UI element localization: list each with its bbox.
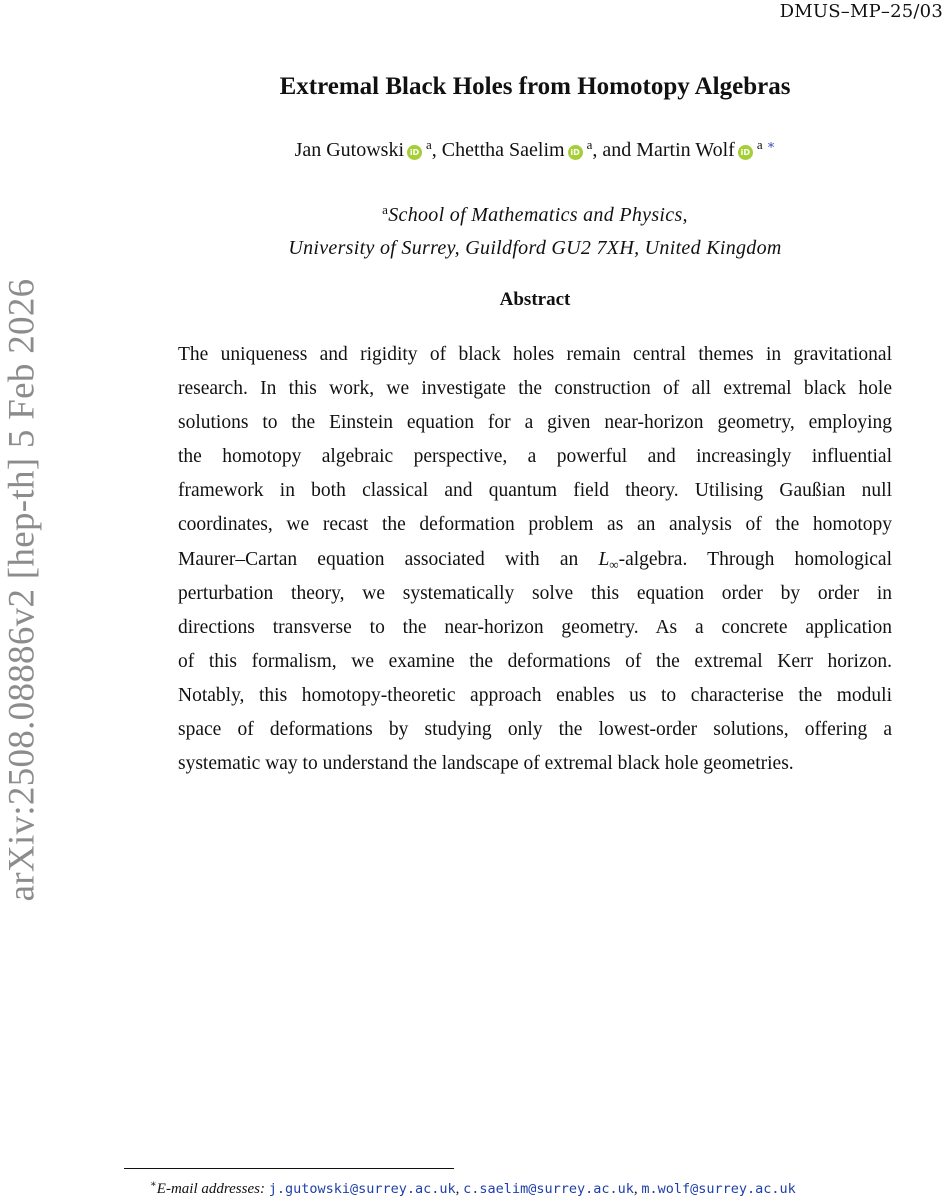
- footnote-rule: [124, 1168, 454, 1169]
- abstract-line: framework in both classical and quantum field theory. Utilising Gaußian null: [178, 480, 892, 502]
- email-link[interactable]: c.saelim@surrey.ac.uk: [463, 1181, 634, 1197]
- affiliation-line-2: University of Surrey, Guildford GU2 7XH, United Kingdom: [288, 237, 782, 259]
- abstract-text: -algebra. Through homological: [618, 548, 892, 570]
- footnote: [150, 1179, 796, 1199]
- abstract-line: of this formalism, we examine the deformations of the extremal Kerr horizon.: [178, 650, 892, 672]
- affiliation-mark: a: [756, 137, 763, 152]
- author-name: Jan Gutowski: [294, 139, 405, 161]
- abstract-text: Maurer–Cartan equation associated with an: [178, 548, 599, 570]
- abstract-line: coordinates, we recast the deformation problem as an analysis of the homotopy: [178, 514, 892, 536]
- abstract-body: [178, 338, 892, 781]
- email-separator: ,: [455, 1181, 460, 1197]
- author-name: Martin Wolf: [636, 139, 735, 161]
- affiliation-mark: a: [382, 202, 389, 217]
- author-separator: , and: [592, 139, 632, 161]
- author-separator: ,: [431, 139, 437, 161]
- affiliation-text: School of Mathematics and Physics,: [388, 204, 688, 226]
- orcid-icon[interactable]: iD: [407, 145, 422, 160]
- affiliation-line-1: [175, 199, 895, 232]
- footnote-link-mark[interactable]: ∗: [766, 137, 776, 152]
- email-link[interactable]: j.gutowski@surrey.ac.uk: [268, 1181, 456, 1197]
- math-symbol: L: [598, 548, 610, 570]
- affiliation-mark: a: [426, 137, 432, 152]
- abstract-line: systematic way to understand the landscape of extremal black hole geometries.: [178, 753, 794, 775]
- email-separator: ,: [633, 1181, 638, 1197]
- abstract-line: Notably, this homotopy-theoretic approach enables us to characterise the moduli: [178, 684, 892, 706]
- paper-title: Extremal Black Holes from Homotopy Algebras: [279, 73, 791, 100]
- math-subscript: ∞: [609, 556, 619, 572]
- footnote-mark: ∗: [150, 1179, 157, 1190]
- abstract-line: the homotopy algebraic perspective, a powerful and increasingly influential: [178, 446, 892, 468]
- abstract-line: directions transverse to the near-horizon geometry. As a concrete application: [178, 616, 892, 638]
- author-name: Chettha Saelim: [441, 139, 565, 161]
- abstract-line-with-math: [178, 543, 892, 577]
- abstract-heading: Abstract: [499, 289, 571, 310]
- author-list: [175, 136, 895, 164]
- footnote-label: E-mail addresses:: [156, 1181, 265, 1197]
- affiliation: [175, 199, 895, 265]
- abstract-line: space of deformations by studying only the lowest-order solutions, offering a: [178, 719, 892, 741]
- arxiv-identifier-stamp: arXiv:2508.08886v2 [hep-th] 5 Feb 2026: [1, 278, 43, 902]
- abstract-line: research. In this work, we investigate the construction of all extremal black hole: [178, 378, 892, 400]
- email-link[interactable]: m.wolf@surrey.ac.uk: [641, 1181, 796, 1197]
- orcid-icon[interactable]: iD: [568, 145, 583, 160]
- report-number: DMUS–MP–25/03: [779, 1, 943, 22]
- abstract-line: perturbation theory, we systematically solve this equation order by order in: [178, 582, 892, 604]
- orcid-icon[interactable]: iD: [738, 145, 753, 160]
- affiliation-mark: a: [586, 137, 593, 152]
- abstract-line: solutions to the Einstein equation for a given near-horizon geometry, employing: [178, 412, 892, 434]
- abstract-line: The uniqueness and rigidity of black holes remain central themes in gravitational: [178, 344, 892, 365]
